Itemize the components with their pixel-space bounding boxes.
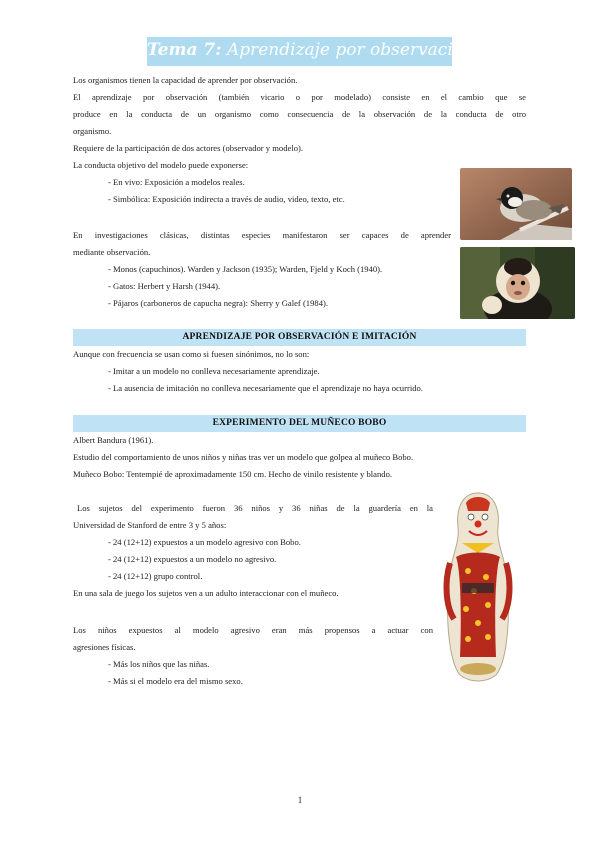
results-bullet-1: - Más los niños que las niñas.	[108, 659, 210, 669]
intro-paragraph-2-line-1: El aprendizaje por observación (también vicario o por modelado) consiste en el cambio que se	[73, 92, 526, 102]
intro-bullet-2: - Simbólica: Exposición indirecta a través de audio, video, texto, etc.	[108, 194, 345, 204]
subjects-paragraph-line-2: Universidad de Stanford de entre 3 y 5 años:	[73, 520, 227, 530]
capuchin-photo	[460, 247, 575, 319]
results-bullet-2: - Más si el modelo era del mismo sexo.	[108, 676, 243, 686]
chickadee-photo	[460, 168, 572, 240]
classic-bullet-3: - Pájaros (carboneros de capucha negra): Sherry y Galef (1984).	[108, 298, 329, 308]
section-heading-bar-imitation	[73, 329, 526, 346]
subjects-bullet-2: - 24 (12+12) expuestos a un modelo no agresivo.	[108, 554, 277, 564]
results-paragraph-line-1: Los niños expuestos al modelo agresivo eran más propensos a actuar con	[73, 625, 433, 635]
section-heading-bar-bobo	[73, 415, 526, 432]
intro-paragraph-4: La conducta objetivo del modelo puede exponerse:	[73, 160, 249, 170]
intro-paragraph-2-line-3: organismo.	[73, 126, 112, 136]
playroom-paragraph: En una sala de juego los sujetos ven a un adulto interaccionar con el muñeco.	[73, 588, 339, 598]
intro-paragraph-1: Los organismos tienen la capacidad de aprender por observación.	[73, 75, 298, 85]
intro-paragraph-2-line-2: produce en la conducta de un organismo como consecuencia de la observación de la conducta de otro	[73, 109, 526, 119]
classic-bullet-2: - Gatos: Herbert y Harsh (1944).	[108, 281, 221, 291]
imitation-paragraph: Aunque con frecuencia se usan como si fuesen sinónimos, no lo son:	[73, 349, 310, 359]
results-paragraph-line-2: agresiones físicas.	[73, 642, 136, 652]
title-banner	[147, 37, 474, 66]
intro-bullet-1: - En vivo: Exposición a modelos reales.	[108, 177, 245, 187]
title-rest: Aprendizaje por observación	[221, 40, 474, 60]
imitation-bullet-1: - Imitar a un modelo no conlleva necesariamente aprendizaje.	[108, 366, 320, 376]
page-number: 1	[297, 795, 303, 805]
subjects-bullet-1: - 24 (12+12) expuestos a un modelo agresivo con Bobo.	[108, 537, 301, 547]
subjects-bullet-3: - 24 (12+12) grupo control.	[108, 571, 203, 581]
title-bold: Tema 7:	[147, 40, 222, 60]
section-heading-bobo: EXPERIMENTO DEL MUÑECO BOBO	[212, 418, 387, 428]
section-heading-imitation: APRENDIZAJE POR OBSERVACIÓN E IMITACIÓN	[182, 332, 417, 342]
bobo-author: Albert Bandura (1961).	[73, 435, 154, 445]
imitation-bullet-2: - La ausencia de imitación no conlleva necesariamente que el aprendizaje no haya ocurrido.	[108, 383, 423, 393]
page-title	[147, 40, 474, 60]
classic-bullet-1: - Monos (capuchinos). Warden y Jackson (1935); Warden, Fjeld y Koch (1940).	[108, 264, 383, 274]
bobo-doll-photo	[440, 487, 516, 683]
bobo-study: Estudio del comportamiento de unos niños y niñas tras ver un modelo que golpea al muñeco Bobo.	[73, 452, 414, 462]
bobo-description: Muñeco Bobo: Tentempié de aproximadamente 150 cm. Hecho de vinilo resistente y blando.	[73, 469, 393, 479]
subjects-paragraph-line-1: Los sujetos del experimento fueron 36 niños y 36 niñas de la guardería en la	[77, 503, 433, 513]
intro-paragraph-3: Requiere de la participación de dos actores (observador y modelo).	[73, 143, 304, 153]
classic-paragraph-line-2: mediante observación.	[73, 247, 151, 257]
classic-paragraph-line-1: En investigaciones clásicas, distintas especies manifestaron ser capaces de aprender	[73, 230, 451, 240]
